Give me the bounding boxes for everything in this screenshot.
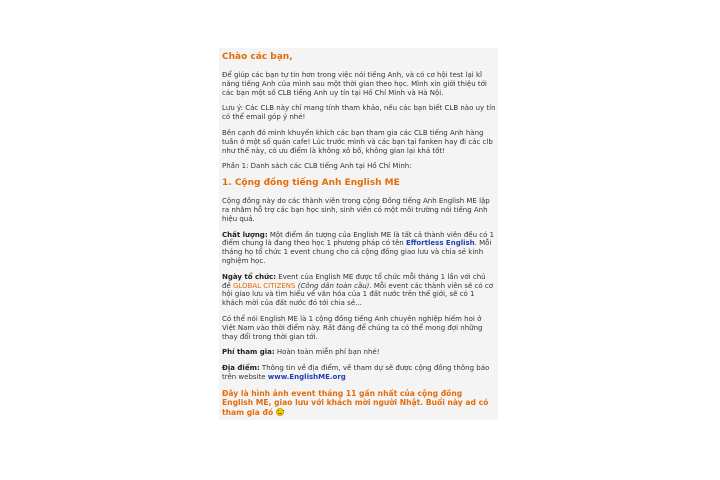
final-note-text: Đây là hình ảnh event tháng 11 gần nhất của cộng đồng English ME, giao lưu với khách mời người Nhật. Buổi này ad có tham gia đó: [222, 388, 489, 417]
greeting: Chào các bạn,: [222, 52, 293, 62]
location-paragraph: [222, 364, 496, 382]
event-day-text-1: Event của English ME được tổ chức mỗi tháng 1 lần với chủ đề: [222, 272, 486, 290]
summary-paragraph: Có thể nói English ME là 1 cộng đồng tiếng Anh chuyên nghiệp hiếm hoi ở Việt Nam vào thời điểm này. Rất đáng để chúng ta có thể mong đợi những thay đổi trong thời gian tới.: [222, 314, 483, 341]
event-day-paragraph: [222, 273, 496, 308]
smiley-icon: [276, 408, 284, 416]
fee-text: Hoàn toàn miễn phí bạn nhé!: [274, 348, 380, 357]
final-note: [222, 389, 496, 418]
part-label: Phần 1: Danh sách các CLB tiếng Anh tại Hồ Chí Minh:: [222, 162, 412, 171]
location-text: Thông tin về địa điểm, về tham dự sẽ được cộng đồng thông báo trên website: [222, 364, 490, 381]
event-theme-vi: (Công dân toàn cầu): [295, 281, 370, 290]
article-panel: [219, 48, 498, 420]
section-description: Cộng đồng này do các thành viên trong cộng Đồng tiếng Anh English ME lập ra nhằm hỗ trợ các bạn học sinh, sinh viên có một môi trường nói tiếng Anh hiệu quả.: [222, 197, 490, 223]
method-name: Effortless English: [405, 239, 475, 248]
advice-paragraph: Bên cạnh đó mình khuyến khích các bạn tham gia các CLB tiếng Anh hàng tuần ở một số quán cafe! Lúc trước mình và các bạn tại fanken hay đi các clb như thế này, có ưu điểm là không xô bồ, không gian lại khá tốt!: [222, 128, 493, 155]
fee-paragraph: [222, 348, 496, 357]
event-day-text-2: . Mỗi event các thành viên sẽ có cơ hội giao lưu và tìm hiểu về văn hóa của 1 đất nước trên thế giới, sẽ có 1 khách mời của đất nước đó tới chia sẻ...: [222, 281, 494, 308]
quality-text-2: . Mỗi tháng họ tổ chức 1 event chung cho cả cộng đồng giao lưu và chia sẻ kinh nghiệm học.: [222, 239, 492, 265]
intro-paragraph: Để giúp các bạn tự tin hơn trong việc nói tiếng Anh, và có cơ hội test lại kĩ năng tiếng Anh của mình sau một thời gian theo học. Mình xin giới thiệu tới các bạn một số CLB tiếng Anh uy tín tại Hồ Chí Minh và Hà Nội.: [222, 71, 487, 97]
quality-paragraph: [222, 231, 496, 266]
quality-text-1: Một điểm ấn tượng của English ME là tất cả thành viên đều có 1 điểm chung là đang theo học 1 phương pháp có tên: [222, 230, 495, 248]
website-link[interactable]: www.EnglishME.org: [267, 372, 346, 381]
location-label: Địa điểm:: [222, 364, 260, 373]
event-theme: GLOBAL CITIZENS: [232, 281, 296, 290]
section-heading: 1. Cộng đồng tiếng Anh English ME: [222, 178, 400, 189]
quality-label: Chất lượng:: [222, 230, 268, 239]
fee-label: Phí tham gia:: [222, 348, 275, 357]
note-paragraph: Lưu ý: Các CLB này chỉ mang tính tham khảo, nếu các bạn biết CLB nào uy tín có thể email góp ý nhé!: [222, 104, 496, 122]
event-day-label: Ngày tổ chức:: [222, 272, 277, 281]
